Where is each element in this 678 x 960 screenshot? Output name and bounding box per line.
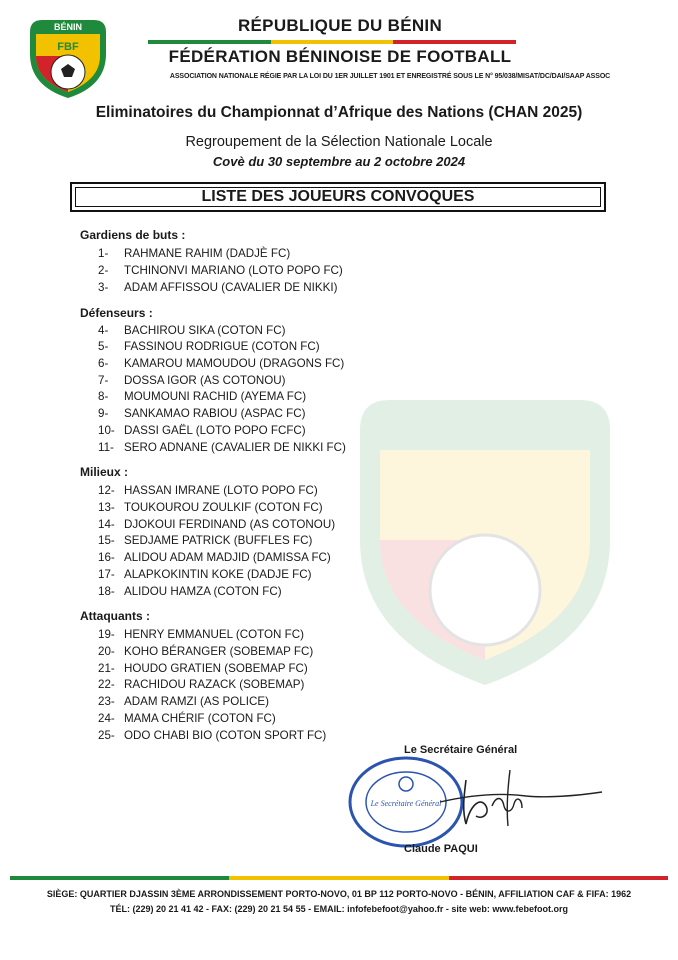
fbf-watermark-logo [340,390,630,690]
player-item: 1- RAHMANE RAHIM (DADJÈ FC) [98,247,291,260]
category-forwards: Attaquants : [80,609,150,623]
player-item: 18- ALIDOU HAMZA (COTON FC) [98,585,282,598]
category-defenders: Défenseurs : [80,306,153,320]
player-item: 21- HOUDO GRATIEN (SOBEMAP FC) [98,662,308,675]
footer-contact: TÉL: (229) 20 21 41 42 - FAX: (229) 20 21 54 55 - EMAIL: infofebefoot@yahoo.fr - site web: www.febefoot.org [109,904,569,914]
list-title: LISTE DES JOUEURS CONVOQUES [201,188,475,205]
player-item: 4- BACHIROU SIKA (COTON FC) [98,324,286,337]
category-midfielders: Milieux : [80,465,129,479]
signatory-name: Claude PAQUI [404,843,478,855]
player-item: 7- DOSSA IGOR (AS COTONOU) [98,374,286,387]
footer-address: SIÈGE: QUARTIER DJASSIN 3ÈME ARRONDISSEMENT PORTO-NOVO, 01 BP 112 PORTO-NOVO - BÉNIN, AFFILIATION CAF & FIFA: 1962 [46,889,632,899]
player-item: 3- ADAM AFFISSOU (CAVALIER DE NIKKI) [98,281,338,294]
player-item: 13- TOUKOUROU ZOULKIF (COTON FC) [98,501,323,514]
player-item: 24- MAMA CHÉRIF (COTON FC) [98,712,276,725]
player-item: 19- HENRY EMMANUEL (COTON FC) [98,628,304,641]
event-dates: Covè du 30 septembre au 2 octobre 2024 [212,154,466,169]
player-item: 10- DASSI GAËL (LOTO POPO FCFC) [98,424,306,437]
svg-text:Le Secrétaire Général: Le Secrétaire Général [370,799,442,808]
player-item: 6- KAMAROU MAMOUDOU (DRAGONS FC) [98,357,345,370]
footer-divider [10,876,668,880]
player-item: 14- DJOKOUI FERDINAND (AS COTONOU) [98,518,336,531]
signatory-role: Le Secrétaire Général [404,744,518,756]
federation-title: FÉDÉRATION BÉNINOISE DE FOOTBALL [168,47,512,66]
player-item: 11- SERO ADNANE (CAVALIER DE NIKKI FC) [98,441,346,454]
flag-divider [148,40,516,44]
player-item: 22- RACHIDOU RAZACK (SOBEMAP) [98,678,305,691]
player-item: 5- FASSINOU RODRIGUE (COTON FC) [98,340,320,353]
fbf-logo [22,14,114,102]
player-item: 12- HASSAN IMRANE (LOTO POPO FC) [98,484,318,497]
svg-text:BÉNIN: BÉNIN [53,22,83,32]
player-item: 17- ALAPKOKINTIN KOKE (DADJE FC) [98,568,312,581]
player-item: 9- SANKAMAO RABIOU (ASPAC FC) [98,407,306,420]
category-goalkeepers: Gardiens de buts : [80,228,186,242]
player-item: 15- SEDJAME PATRICK (BUFFLES FC) [98,534,313,547]
player-item: 23- ADAM RAMZI (AS POLICE) [98,695,269,708]
player-item: 25- ODO CHABI BIO (COTON SPORT FC) [98,729,327,742]
player-item: 16- ALIDOU ADAM MADJID (DAMISSA FC) [98,551,331,564]
handwritten-signature [436,766,606,836]
svg-text:FBF: FBF [57,41,79,53]
event-subtitle: Regroupement de la Sélection Nationale Locale [185,134,493,150]
player-item: 20- KOHO BÉRANGER (SOBEMAP FC) [98,645,314,658]
player-item: 8- MOUMOUNI RACHID (AYEMA FC) [98,390,307,403]
player-item: 2- TCHINONVI MARIANO (LOTO POPO FC) [98,264,343,277]
association-registration: ASSOCIATION NATIONALE RÉGIE PAR LA LOI DU 1ER JUILLET 1901 ET ENREGISTRÉ SOUS LE N° 95/038/MISAT/DC/DAI/SAAP ASSOC [169,73,611,80]
republic-title: RÉPUBLIQUE DU BÉNIN [237,16,443,35]
event-title: Eliminatoires du Championnat d’Afrique des Nations (CHAN 2025) [95,104,583,121]
